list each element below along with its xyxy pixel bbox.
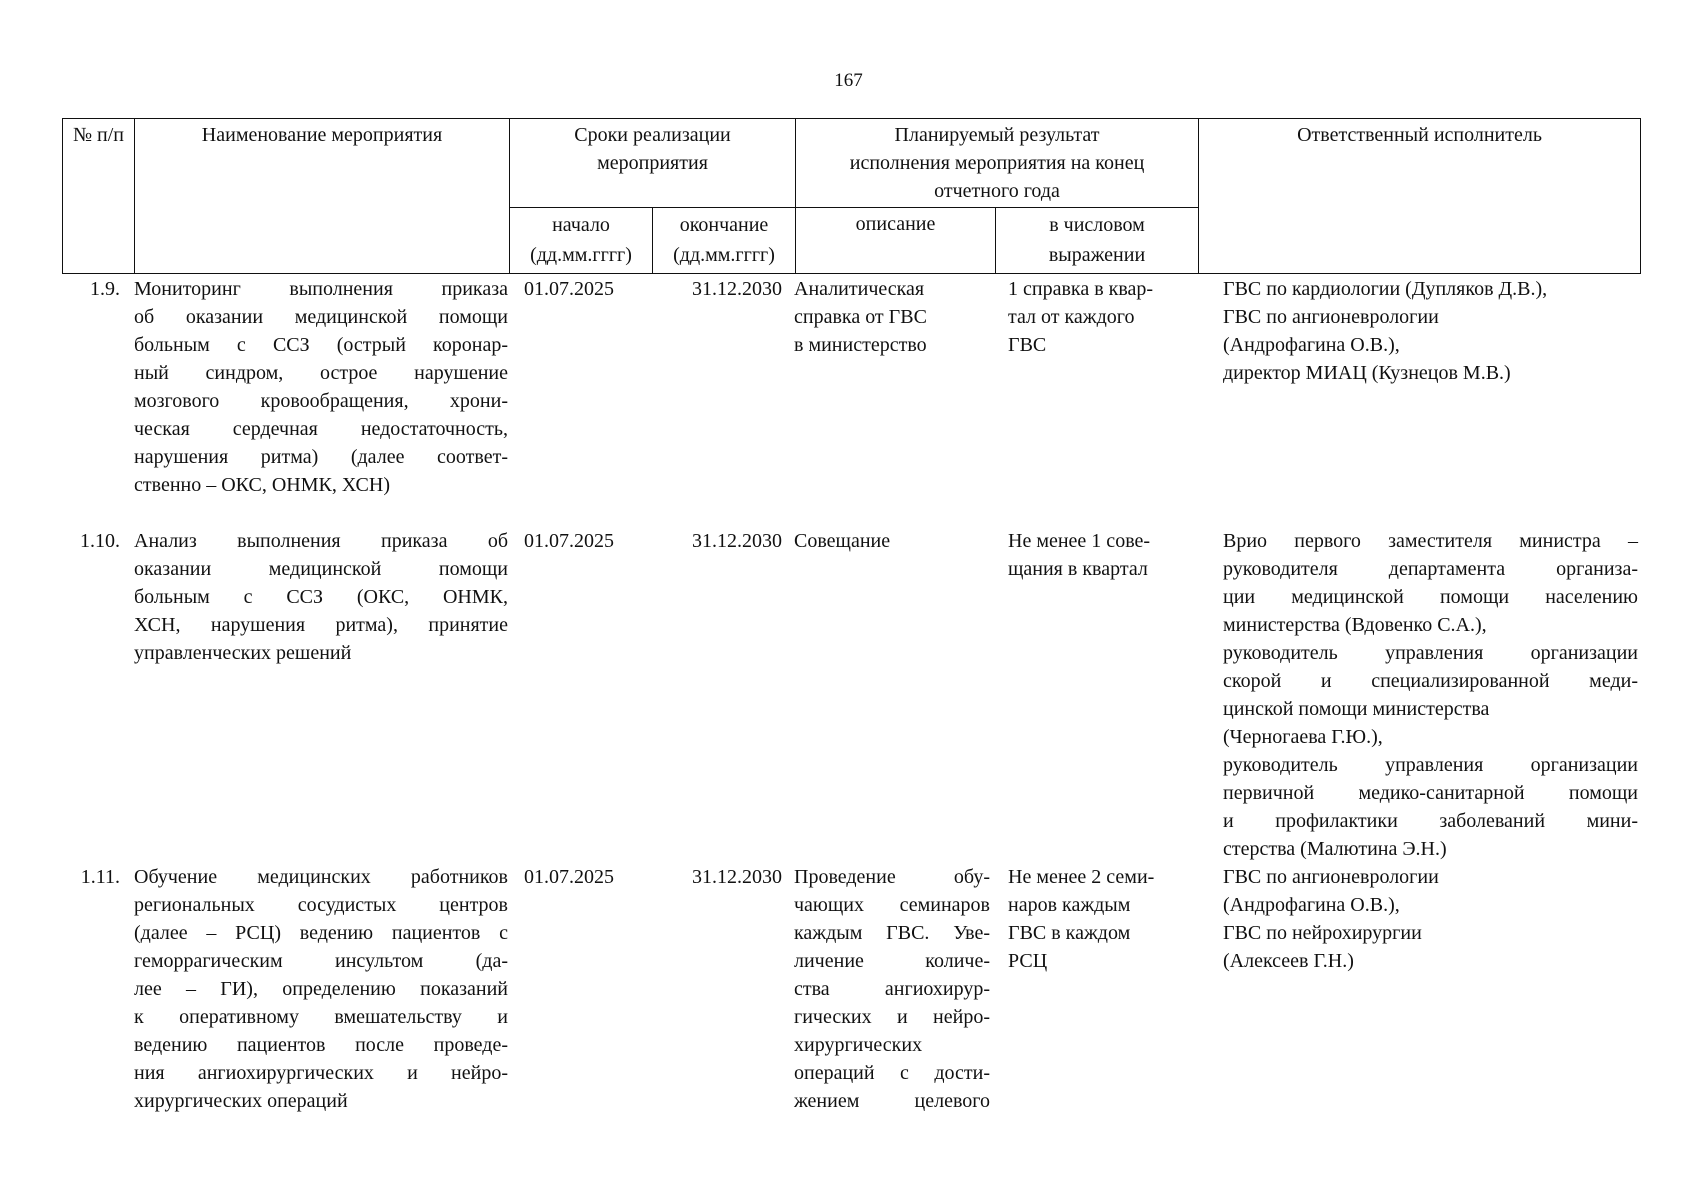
name-line: нарушения ритма) (далее соответ- bbox=[134, 446, 508, 468]
responsible-line: (Андрофагина О.В.), bbox=[1223, 334, 1400, 356]
header-numeric: в числовом выражении bbox=[996, 208, 1199, 274]
responsible-line: ГВС по кардиологии (Дупляков Д.В.), bbox=[1223, 278, 1548, 300]
responsible-line: ГВС по ангионеврологии bbox=[1223, 866, 1439, 888]
responsible-line: скорой и специализированной меди- bbox=[1223, 670, 1638, 692]
responsible-line: и профилактики заболеваний мини- bbox=[1223, 810, 1638, 832]
responsible-line: ГВС по нейрохирургии bbox=[1223, 922, 1422, 944]
numeric-line: Не менее 1 сове- bbox=[1008, 530, 1151, 552]
name-line: ственно – ОКС, ОНМК, ХСН) bbox=[134, 474, 390, 496]
responsible-line: цинской помощи министерства bbox=[1223, 698, 1490, 720]
responsible-line: Врио первого заместителя министра – bbox=[1223, 530, 1638, 552]
description-line: каждым ГВС. Уве- bbox=[794, 922, 990, 944]
header-terms: Сроки реализации мероприятия bbox=[510, 119, 796, 208]
name-line: оказании медицинской помощи bbox=[134, 558, 508, 580]
responsible-line: ции медицинской помощи населению bbox=[1223, 586, 1638, 608]
description-line: хирургических bbox=[794, 1034, 923, 1056]
description-line: жением целевого bbox=[794, 1090, 990, 1112]
row-numeric bbox=[1008, 863, 1192, 975]
responsible-line: руководителя департамента организа- bbox=[1223, 558, 1638, 580]
row-start: 01.07.2025 bbox=[524, 866, 614, 888]
description-line: Аналитическая bbox=[794, 278, 925, 300]
row-numeric bbox=[1008, 275, 1192, 359]
header-responsible: Ответственный исполнитель bbox=[1199, 119, 1641, 274]
numeric-line: Не менее 2 семи- bbox=[1008, 866, 1155, 888]
responsible-line: первичной медико-санитарной помощи bbox=[1223, 782, 1638, 804]
responsible-line: стерства (Малютина Э.Н.) bbox=[1223, 838, 1447, 860]
row-responsible bbox=[1223, 863, 1638, 975]
description-line: в министерство bbox=[794, 334, 927, 356]
responsible-line: директор МИАЦ (Кузнецов М.В.) bbox=[1223, 362, 1511, 384]
description-line: операций с дости- bbox=[794, 1062, 990, 1084]
numeric-line: щания в квартал bbox=[1008, 558, 1148, 580]
numeric-line: ГВС bbox=[1008, 334, 1047, 356]
name-line: об оказании медицинской помощи bbox=[134, 306, 508, 328]
responsible-line: ГВС по ангионеврологии bbox=[1223, 306, 1439, 328]
row-responsible bbox=[1223, 527, 1638, 863]
responsible-line: (Алексеев Г.Н.) bbox=[1223, 950, 1354, 972]
name-line: ния ангиохирургических и нейро- bbox=[134, 1062, 508, 1084]
responsible-line: руководитель управления организации bbox=[1223, 642, 1638, 664]
row-start: 01.07.2025 bbox=[524, 278, 614, 300]
numeric-line: ГВС в каждом bbox=[1008, 922, 1131, 944]
name-line: мозгового кровообращения, хрони- bbox=[134, 390, 508, 412]
name-line: геморрагическим инсультом (да- bbox=[134, 950, 508, 972]
row-name bbox=[134, 863, 508, 1115]
row-num: 1.11. bbox=[80, 866, 120, 888]
name-line: больным с ССЗ (ОКС, ОНМК, bbox=[134, 586, 508, 608]
row-num: 1.9. bbox=[90, 278, 120, 300]
numeric-line: наров каждым bbox=[1008, 894, 1131, 916]
header-num: № п/п bbox=[63, 119, 135, 274]
row-start: 01.07.2025 bbox=[524, 530, 614, 552]
row-end: 31.12.2030 bbox=[692, 866, 782, 888]
responsible-line: (Черногаева Г.Ю.), bbox=[1223, 726, 1383, 748]
page-number: 167 bbox=[834, 70, 863, 91]
name-line: Обучение медицинских работников bbox=[134, 866, 508, 888]
table-header bbox=[62, 118, 1641, 274]
header-description: описание bbox=[796, 208, 996, 274]
description-line: ства ангиохирур- bbox=[794, 978, 990, 1000]
row-description bbox=[794, 527, 990, 555]
row-num: 1.10. bbox=[80, 530, 120, 552]
row-name bbox=[134, 275, 508, 499]
numeric-line: РСЦ bbox=[1008, 950, 1048, 972]
numeric-line: тал от каждого bbox=[1008, 306, 1135, 328]
header-start: начало (дд.мм.гггг) bbox=[510, 208, 653, 274]
description-line: личение количе- bbox=[794, 950, 990, 972]
name-line: (далее – РСЦ) ведению пациентов с bbox=[134, 922, 508, 944]
row-responsible bbox=[1223, 275, 1638, 387]
responsible-line: министерства (Вдовенко С.А.), bbox=[1223, 614, 1487, 636]
numeric-line: 1 справка в квар- bbox=[1008, 278, 1154, 300]
name-line: хирургических операций bbox=[134, 1090, 348, 1112]
row-description bbox=[794, 275, 990, 359]
name-line: управленческих решений bbox=[134, 642, 352, 664]
row-numeric bbox=[1008, 527, 1192, 583]
row-name bbox=[134, 527, 508, 667]
name-line: ведению пациентов после проведе- bbox=[134, 1034, 508, 1056]
header-name: Наименование мероприятия bbox=[135, 119, 510, 274]
row-end: 31.12.2030 bbox=[692, 530, 782, 552]
row-end: 31.12.2030 bbox=[692, 278, 782, 300]
description-line: справка от ГВС bbox=[794, 306, 927, 328]
description-line: гических и нейро- bbox=[794, 1006, 990, 1028]
name-line: региональных сосудистых центров bbox=[134, 894, 508, 916]
responsible-line: руководитель управления организации bbox=[1223, 754, 1638, 776]
row-description bbox=[794, 863, 990, 1115]
name-line: больным с ССЗ (острый коронар- bbox=[134, 334, 508, 356]
header-result: Планируемый результат исполнения мероприятия на конец отчетного года bbox=[796, 119, 1199, 208]
header-end: окончание (дд.мм.гггг) bbox=[653, 208, 796, 274]
name-line: к оперативному вмешательству и bbox=[134, 1006, 508, 1028]
name-line: лее – ГИ), определению показаний bbox=[134, 978, 508, 1000]
name-line: ХСН, нарушения ритма), принятие bbox=[134, 614, 508, 636]
description-line: Совещание bbox=[794, 530, 891, 552]
name-line: Мониторинг выполнения приказа bbox=[134, 278, 508, 300]
name-line: ный синдром, острое нарушение bbox=[134, 362, 508, 384]
description-line: Проведение обу- bbox=[794, 866, 990, 888]
name-line: ческая сердечная недостаточность, bbox=[134, 418, 508, 440]
name-line: Анализ выполнения приказа об bbox=[134, 530, 508, 552]
description-line: чающих семинаров bbox=[794, 894, 990, 916]
responsible-line: (Андрофагина О.В.), bbox=[1223, 894, 1400, 916]
